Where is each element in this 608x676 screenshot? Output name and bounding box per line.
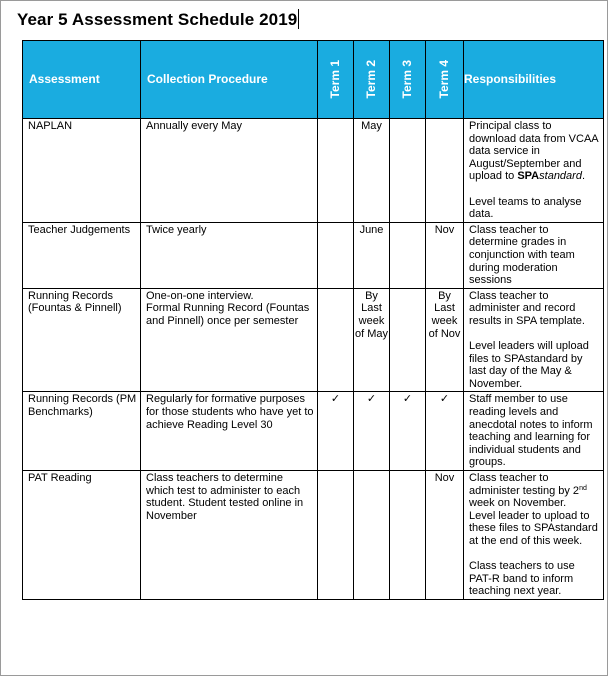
table-row [23, 119, 604, 223]
cell-procedure: Class teachers to determine which test to administer to each student. Student tested online in November [141, 471, 318, 600]
cell-term3-check: ✓ [390, 392, 426, 471]
cell-term2: May [354, 119, 390, 223]
cell-procedure: Annually every May [141, 119, 318, 223]
cell-term1 [318, 471, 354, 600]
cell-term1 [318, 288, 354, 392]
document-title[interactable] [17, 9, 299, 30]
cell-term3 [390, 288, 426, 392]
cell-term3 [390, 471, 426, 600]
cell-responsibilities: Class teacher to administer testing by 2nd week on November. Level leader to upload to these files to SPAstandard at the end of this week. Class teachers to use PAT-R band to inform teaching next year. [464, 471, 604, 600]
cell-responsibilities: Class teacher to determine grades in conjunction with team during moderation sessions [464, 222, 604, 288]
table-row [23, 471, 604, 600]
cell-term4: By Last week of Nov [426, 288, 464, 392]
assessment-schedule-table [22, 40, 604, 600]
cell-responsibilities: Class teacher to administer and record results in SPA template. Level leaders will upload files to SPAstandard by last day of the May & November. [464, 288, 604, 392]
cell-term1 [318, 222, 354, 288]
cell-term4: Nov [426, 222, 464, 288]
cell-assessment: NAPLAN [23, 119, 141, 223]
cell-procedure: Regularly for formative purposes for those students who have yet to achieve Reading Level 30 [141, 392, 318, 471]
cell-term4-check: ✓ [426, 392, 464, 471]
cell-term1-check: ✓ [318, 392, 354, 471]
cell-procedure: Twice yearly [141, 222, 318, 288]
table-row [23, 288, 604, 392]
column-header-term2: Term 2 [354, 41, 390, 119]
column-header-responsibilities: Responsibilities [464, 41, 604, 119]
cell-assessment: Teacher Judgements [23, 222, 141, 288]
cell-term2-check: ✓ [354, 392, 390, 471]
cell-assessment: Running Records (Fountas & Pinnell) [23, 288, 141, 392]
cell-term2: June [354, 222, 390, 288]
cell-term2: By Last week of May [354, 288, 390, 392]
column-header-term4: Term 4 [426, 41, 464, 119]
table-row [23, 392, 604, 471]
title-text: Year 5 Assessment Schedule 2019 [17, 10, 298, 29]
column-header-procedure: Collection Procedure [141, 41, 318, 119]
cell-assessment: PAT Reading [23, 471, 141, 600]
cell-term3 [390, 119, 426, 223]
cell-responsibilities: Principal class to download data from VCAA data service in August/September and upload to SPAstandard. Level teams to analyse data. [464, 119, 604, 223]
cell-assessment: Running Records (PM Benchmarks) [23, 392, 141, 471]
table-header-row [23, 41, 604, 119]
cell-term4: Nov [426, 471, 464, 600]
table-row [23, 222, 604, 288]
cell-procedure: One-on-one interview. Formal Running Record (Fountas and Pinnell) once per semester [141, 288, 318, 392]
cell-responsibilities: Staff member to use reading levels and anecdotal notes to inform teaching and learning for individual students and groups. [464, 392, 604, 471]
column-header-term3: Term 3 [390, 41, 426, 119]
column-header-assessment: Assessment [23, 41, 141, 119]
cell-term1 [318, 119, 354, 223]
text-cursor [298, 9, 299, 29]
column-header-term1: Term 1 [318, 41, 354, 119]
cell-term4 [426, 119, 464, 223]
cell-term3 [390, 222, 426, 288]
cell-term2 [354, 471, 390, 600]
